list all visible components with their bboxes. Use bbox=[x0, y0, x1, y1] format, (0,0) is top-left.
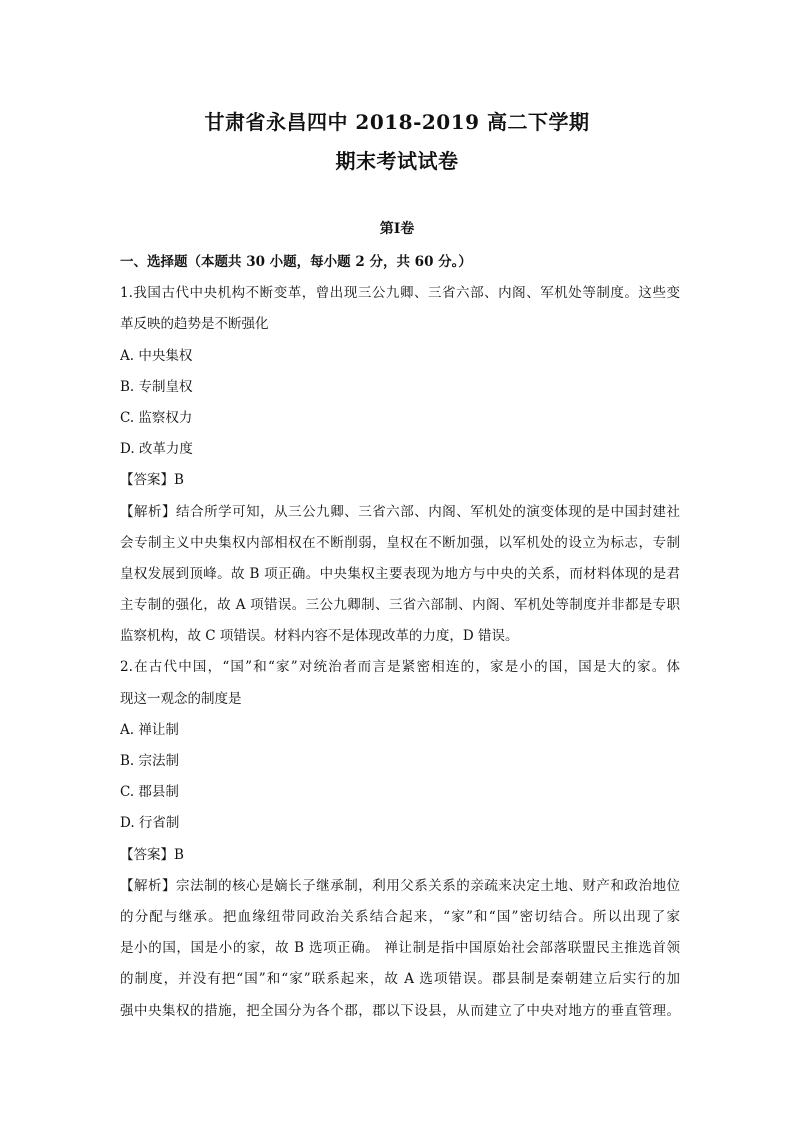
option-c: C. 监察权力 bbox=[120, 409, 193, 426]
answer: 【答案】B bbox=[120, 472, 184, 489]
section-heading: 第Ⅰ卷 bbox=[379, 221, 415, 237]
analysis: 监察机构，故 C 项错误。材料内容不是体现改革的力度，D 错误。 bbox=[120, 628, 519, 645]
option-d: D. 行省制 bbox=[120, 815, 180, 832]
question-stem: 革反映的趋势是不断强化 bbox=[120, 316, 269, 333]
option-b: B. 专制皇权 bbox=[120, 378, 193, 395]
analysis: 的制度，并没有把“国”和“家”联系起来，故 A 选项错误。郡县制是秦朝建立后实行的加 bbox=[120, 971, 680, 988]
analysis: 是小的国，国是小的家，故 B 选项正确。 禅让制是指中国原始社会部落联盟民主推选首领 bbox=[120, 940, 680, 957]
question-2 bbox=[120, 652, 680, 1026]
analysis: 【解析】宗法制的核心是嫡长子继承制，利用父系关系的亲疏来决定土地、财产和政治地位 bbox=[120, 877, 680, 894]
document-title-line2: 期末考试试卷 bbox=[335, 149, 459, 173]
option-a: A. 禅让制 bbox=[120, 721, 179, 738]
question-1 bbox=[120, 278, 680, 652]
analysis: 的分配与继承。把血缘纽带同政治关系结合起来，“家”和“国”密切结合。所以出现了家 bbox=[120, 908, 680, 925]
option-b: B. 宗法制 bbox=[120, 753, 180, 769]
document-title-line1: 甘肃省永昌四中 2018-2019 高二下学期 bbox=[204, 110, 590, 134]
question-stem: 2.在古代中国，“国”和“家”对统治者而言是紧密相连的，家是小的国，国是大的家。体 bbox=[120, 659, 680, 676]
analysis: 会专制主义中央集权内部相权在不断削弱，皇权在不断加强，以军机处的设立为标志，专制 bbox=[120, 534, 680, 551]
option-a: A. 中央集权 bbox=[120, 347, 193, 364]
analysis: 【解析】结合所学可知，从三公九卿、三省六部、内阁、军机处的演变体现的是中国封建社 bbox=[120, 503, 680, 520]
analysis: 主专制的强化，故 A 项错误。三公九卿制、三省六部制、内阁、军机处等制度并非都是专职 bbox=[120, 597, 680, 614]
answer: 【答案】B bbox=[120, 846, 184, 863]
document-body bbox=[120, 247, 680, 1027]
analysis: 强中央集权的措施，把全国分为各个郡，郡以下设县，从而建立了中央对地方的垂直管理。 bbox=[120, 1002, 680, 1019]
option-d: D. 改革力度 bbox=[120, 441, 193, 458]
part-heading: 一、选择题（本题共 30 小题，每小题 2 分，共 60 分。） bbox=[120, 254, 472, 270]
option-c: C. 郡县制 bbox=[120, 784, 179, 801]
question-stem: 1.我国古代中央机构不断变革，曾出现三公九卿、三省六部、内阁、军机处等制度。这些变 bbox=[120, 285, 680, 302]
analysis: 皇权发展到顶峰。故 B 项正确。中央集权主要表现为地方与中央的关系，而材料体现的是君 bbox=[120, 565, 680, 582]
question-stem: 现这一观念的制度是 bbox=[120, 690, 242, 707]
